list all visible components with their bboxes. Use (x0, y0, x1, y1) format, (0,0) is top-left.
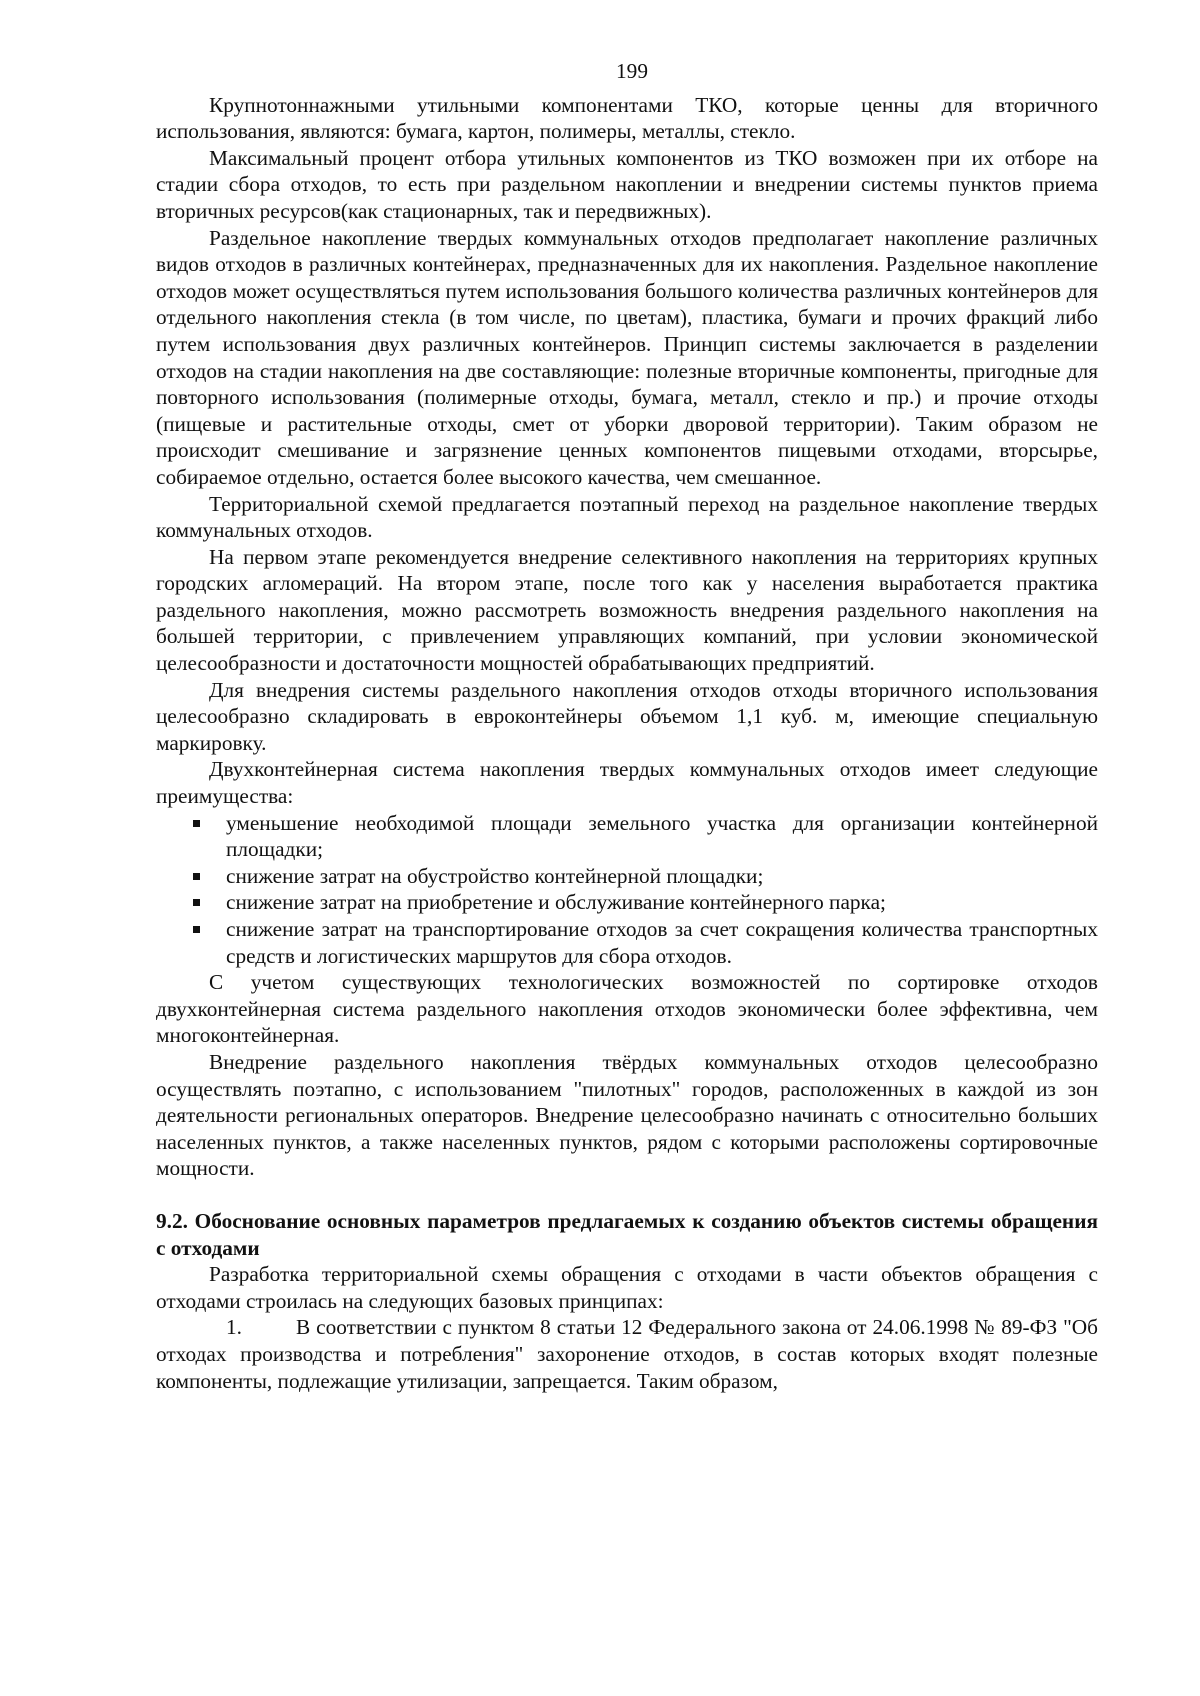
paragraph: Двухконтейнерная система накопления твердых коммунальных отходов имеет следующие преимущества: (156, 757, 1098, 809)
item-text: В соответствии с пунктом 8 статьи 12 Федерального закона от 24.06.1998 № 89-ФЗ "Об отходах производства и потребления" захоронение отходов, в состав которых входят полезные компоненты, подлежащие утилизации, запрещается. Таким образом, (156, 1315, 1098, 1393)
numbered-item (156, 1314, 1098, 1394)
section-intro: Разработка территориальной схемы обращения с отходами в части объектов обращения с отходами строилась на следующих базовых принципах: (156, 1262, 1098, 1313)
list-item (156, 889, 1098, 916)
bullet-icon (193, 873, 200, 880)
bullet-icon (193, 899, 200, 906)
list-item-text: снижение затрат на обустройство контейнерной площадки; (226, 863, 764, 888)
list-item (156, 916, 1098, 969)
item-number: 1. (226, 1315, 242, 1340)
paragraph: На первом этапе рекомендуется внедрение селективного накопления на территориях крупных городских агломераций. На втором этапе, после того как у населения выработается практика раздельного накопления, можно рассмотреть возможность внедрения раздельного накопления на большей территории, с привлечением управляющих компаний, при условии экономической целесообразности и достаточности мощностей обрабатывающих предприятий. (156, 544, 1098, 676)
list-item-text: уменьшение необходимой площади земельного участка для организации контейнерной площадки; (226, 810, 1098, 862)
paragraph: С учетом существующих технологических возможностей по сортировке отходов двухконтейнерная система раздельного накопления отходов экономически более эффективна, чем многоконтейнерная. (156, 970, 1098, 1048)
paragraph: Для внедрения системы раздельного накопления отходов отходы вторичного использования целесообразно складировать в евроконтейнеры объемом 1,1 куб. м, имеющие специальную маркировку. (156, 677, 1098, 755)
bullet-icon (193, 926, 200, 933)
page-number: 199 (616, 59, 648, 83)
document-page (156, 58, 1098, 1394)
paragraph: Раздельное накопление твердых коммунальных отходов предполагает накопление различных видов отходов в различных контейнерах, предназначенных для их накопления. Раздельное накопление отходов может осуществляться путем использования большого количества различных контейнеров для отдельного накопления стекла (в том числе, по цветам), пластика, бумаги и прочих фракций либо путем использования двух различных контейнеров. Принцип системы заключается в разделении отходов на стадии накопления на две составляющие: полезные вторичные компоненты, пригодные для повторного использования (полимерные отходы, бумага, металл, стекло и пр.) и прочие отходы (пищевые и растительные отходы, смет от уборки дворовой территории). Таким образом не происходит смешивание и загрязнение ценных компонентов пищевыми отходами, вторсырье, собираемое отдельно, остается более высокого качества, чем смешанное. (156, 225, 1098, 489)
paragraph: Крупнотоннажными утильными компонентами ТКО, которые ценны для вторичного использования, являются: бумага, картон, полимеры, металлы, стекло. (156, 92, 1098, 144)
list-item-text: снижение затрат на приобретение и обслуживание контейнерного парка; (226, 890, 886, 915)
list-item-text: снижение затрат на транспортирование отходов за счет сокращения количества транспортных средств и логистических маршрутов для сбора отходов. (226, 917, 1098, 968)
bullet-icon (193, 820, 200, 827)
paragraph: Внедрение раздельного накопления твёрдых коммунальных отходов целесообразно осуществлять поэтапно, с использованием "пилотных" городов, расположенных в каждой из зон деятельности региональных операторов. Внедрение целесообразно начинать с относительно больших населенных пунктов, а также населенных пунктов, рядом с которыми расположены сортировочные мощности. (156, 1049, 1098, 1181)
advantages-list (156, 810, 1098, 970)
paragraph: Максимальный процент отбора утильных компонентов из ТКО возможен при их отборе на стадии сбора отходов, то есть при раздельном накоплении и внедрении системы пунктов приема вторичных ресурсов(как стационарных, так и передвижных). (156, 145, 1098, 223)
section-heading: 9.2. Обоснование основных параметров предлагаемых к созданию объектов системы обращения с отходами (156, 1208, 1098, 1260)
paragraph: Территориальной схемой предлагается поэтапный переход на раздельное накопление твердых коммунальных отходов. (156, 491, 1098, 543)
list-item (156, 863, 1098, 890)
list-item (156, 810, 1098, 863)
